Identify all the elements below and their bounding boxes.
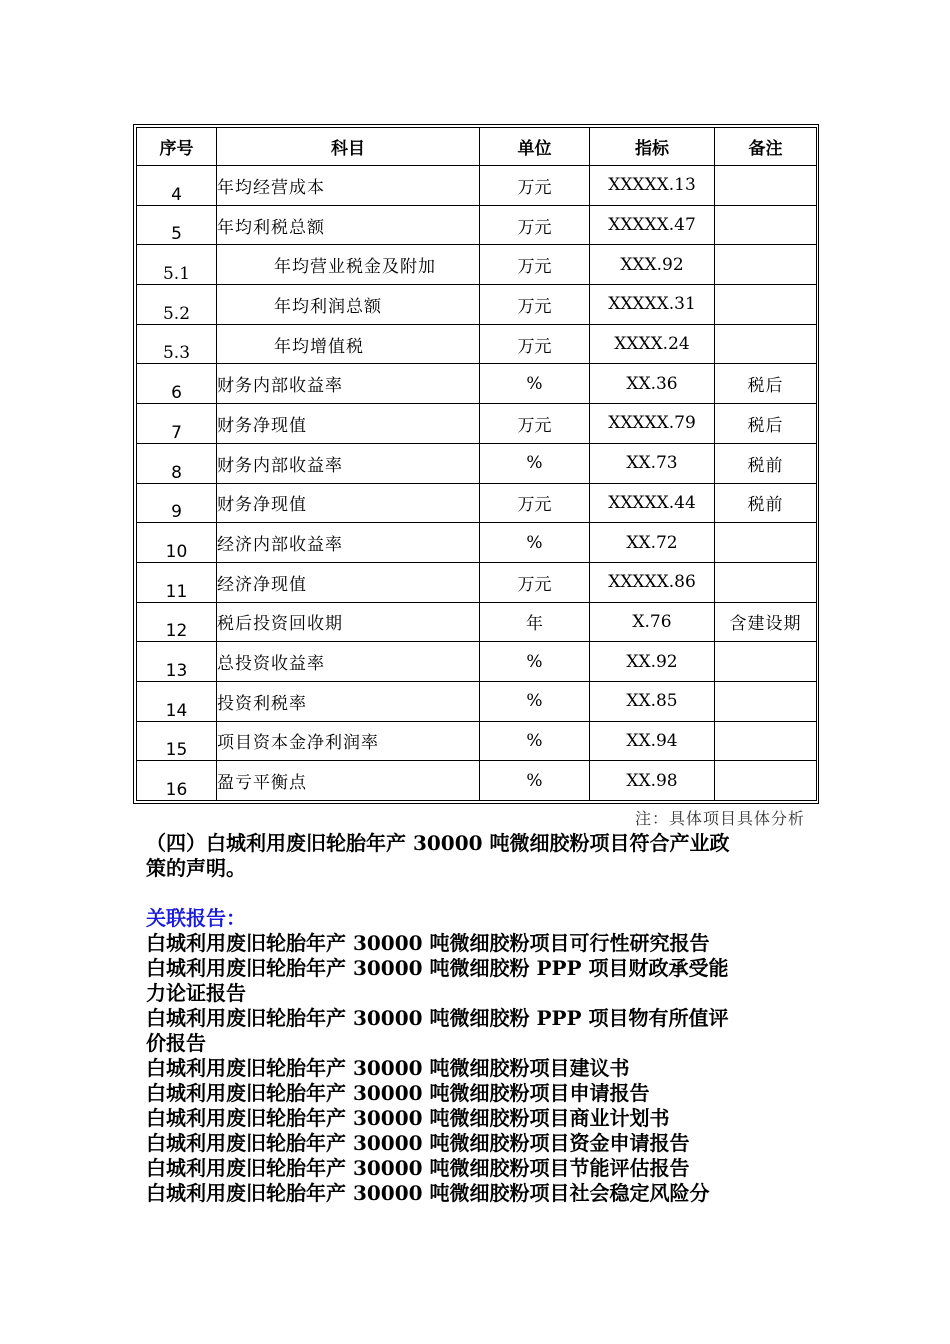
row-item: 投资利税率 [217, 681, 480, 721]
row-item: 经济净现值 [217, 562, 480, 602]
row-note [715, 681, 817, 721]
row-note [715, 285, 817, 325]
table-header-row [137, 128, 817, 166]
row-unit: % [480, 721, 590, 761]
related-report-link[interactable]: 白城利用废旧轮胎年产 30000 吨微细胶粉项目申请报告 [146, 1081, 650, 1105]
row-unit: 万元 [480, 404, 590, 444]
row-value: XX.72 [590, 523, 715, 563]
row-value: XX.98 [590, 761, 715, 801]
row-item: 经济内部收益率 [217, 523, 480, 563]
row-no: 16 [137, 761, 217, 801]
row-value: XXXXX.86 [590, 562, 715, 602]
row-unit: 万元 [480, 483, 590, 523]
row-note: 税后 [715, 364, 817, 404]
related-report-link[interactable]: 白城利用废旧轮胎年产 30000 吨微细胶粉项目可行性研究报告 [146, 931, 710, 955]
related-reports-title: 关联报告： [146, 906, 246, 930]
related-report-link[interactable]: 白城利用废旧轮胎年产 30000 吨微细胶粉项目商业计划书 [146, 1106, 670, 1130]
row-no: 15 [137, 721, 217, 761]
row-note: 税后 [715, 404, 817, 444]
row-unit: 万元 [480, 205, 590, 245]
row-note: 税前 [715, 483, 817, 523]
row-value: XXX.92 [590, 245, 715, 285]
row-note [715, 761, 817, 801]
row-note [715, 166, 817, 206]
related-report-link[interactable]: 白城利用废旧轮胎年产 30000 吨微细胶粉项目节能评估报告 [146, 1156, 690, 1180]
related-report-link[interactable]: 白城利用废旧轮胎年产 30000 吨微细胶粉项目建议书 [146, 1056, 630, 1080]
table-row [137, 404, 817, 444]
header-unit: 单位 [480, 128, 590, 166]
row-item: 年均利润总额 [217, 285, 480, 325]
header-value: 指标 [590, 128, 715, 166]
table-row [137, 443, 817, 483]
row-note [715, 562, 817, 602]
row-note: 税前 [715, 443, 817, 483]
row-no: 7 [137, 404, 217, 444]
row-item: 年均经营成本 [217, 166, 480, 206]
row-no: 13 [137, 642, 217, 682]
row-value: XXXXX.47 [590, 205, 715, 245]
row-note [715, 245, 817, 285]
related-report-link[interactable]: 白城利用废旧轮胎年产 30000 吨微细胶粉项目资金申请报告 [146, 1131, 690, 1155]
row-no: 6 [137, 364, 217, 404]
table-row [137, 483, 817, 523]
row-value: XX.36 [590, 364, 715, 404]
table-row [137, 602, 817, 642]
row-no: 14 [137, 681, 217, 721]
row-unit: % [480, 364, 590, 404]
row-item: 年均营业税金及附加 [217, 245, 480, 285]
row-no: 10 [137, 523, 217, 563]
row-unit: % [480, 761, 590, 801]
table-row [137, 721, 817, 761]
header-item: 科目 [217, 128, 480, 166]
table-row [137, 761, 817, 801]
table-note: 注：具体项目具体分析 [634, 809, 805, 828]
header-note: 备注 [715, 128, 817, 166]
row-item: 财务内部收益率 [217, 364, 480, 404]
row-unit: % [480, 642, 590, 682]
row-item: 财务净现值 [217, 404, 480, 444]
row-item: 财务内部收益率 [217, 443, 480, 483]
row-value: XXXXX.79 [590, 404, 715, 444]
row-item: 财务净现值 [217, 483, 480, 523]
row-value: X.76 [590, 602, 715, 642]
row-no: 8 [137, 443, 217, 483]
row-value: XXXXX.13 [590, 166, 715, 206]
row-no: 5 [137, 205, 217, 245]
table-row [137, 642, 817, 682]
row-note [715, 205, 817, 245]
row-no: 11 [137, 562, 217, 602]
row-unit: 万元 [480, 245, 590, 285]
row-unit: % [480, 443, 590, 483]
row-note [715, 523, 817, 563]
row-value: XX.85 [590, 681, 715, 721]
row-unit: 万元 [480, 324, 590, 364]
row-unit: 年 [480, 602, 590, 642]
row-value: XXXXX.31 [590, 285, 715, 325]
table-row [137, 523, 817, 563]
row-unit: % [480, 681, 590, 721]
row-note [715, 721, 817, 761]
related-report-link-continued[interactable]: 力论证报告 [146, 981, 246, 1005]
row-no: 5.1 [137, 245, 217, 285]
row-value: XX.94 [590, 721, 715, 761]
row-value: XX.73 [590, 443, 715, 483]
table-row [137, 245, 817, 285]
row-item: 项目资本金净利润率 [217, 721, 480, 761]
row-value: XXXX.24 [590, 324, 715, 364]
financial-indicators-table [136, 127, 817, 801]
table-row [137, 681, 817, 721]
row-no: 5.2 [137, 285, 217, 325]
row-no: 12 [137, 602, 217, 642]
row-item: 总投资收益率 [217, 642, 480, 682]
row-no: 4 [137, 166, 217, 206]
financial-indicators-table-frame [133, 124, 819, 804]
row-unit: 万元 [480, 562, 590, 602]
related-report-link[interactable]: 白城利用废旧轮胎年产 30000 吨微细胶粉 PPP 项目物有所值评 [146, 1006, 729, 1030]
row-item: 盈亏平衡点 [217, 761, 480, 801]
row-note [715, 324, 817, 364]
row-no: 5.3 [137, 324, 217, 364]
section-heading-line-1: （四）白城利用废旧轮胎年产 30000 吨微细胶粉项目符合产业政 [146, 831, 730, 855]
row-no: 9 [137, 483, 217, 523]
row-item: 年均利税总额 [217, 205, 480, 245]
table-row [137, 364, 817, 404]
row-item: 税后投资回收期 [217, 602, 480, 642]
row-value: XX.92 [590, 642, 715, 682]
table-row [137, 324, 817, 364]
row-value: XXXXX.44 [590, 483, 715, 523]
row-item: 年均增值税 [217, 324, 480, 364]
section-heading-line-2: 策的声明。 [146, 856, 246, 880]
row-unit: 万元 [480, 285, 590, 325]
table-row [137, 166, 817, 206]
table-row [137, 205, 817, 245]
related-reports-list [146, 931, 818, 1206]
row-note: 含建设期 [715, 602, 817, 642]
row-note [715, 642, 817, 682]
row-unit: 万元 [480, 166, 590, 206]
related-report-link[interactable]: 白城利用废旧轮胎年产 30000 吨微细胶粉项目社会稳定风险分 [146, 1181, 710, 1205]
section-heading [146, 831, 818, 881]
row-unit: % [480, 523, 590, 563]
related-report-link[interactable]: 白城利用废旧轮胎年产 30000 吨微细胶粉 PPP 项目财政承受能 [146, 956, 729, 980]
table-row [137, 285, 817, 325]
table-row [137, 562, 817, 602]
header-no: 序号 [137, 128, 217, 166]
related-report-link-continued[interactable]: 价报告 [146, 1031, 206, 1055]
